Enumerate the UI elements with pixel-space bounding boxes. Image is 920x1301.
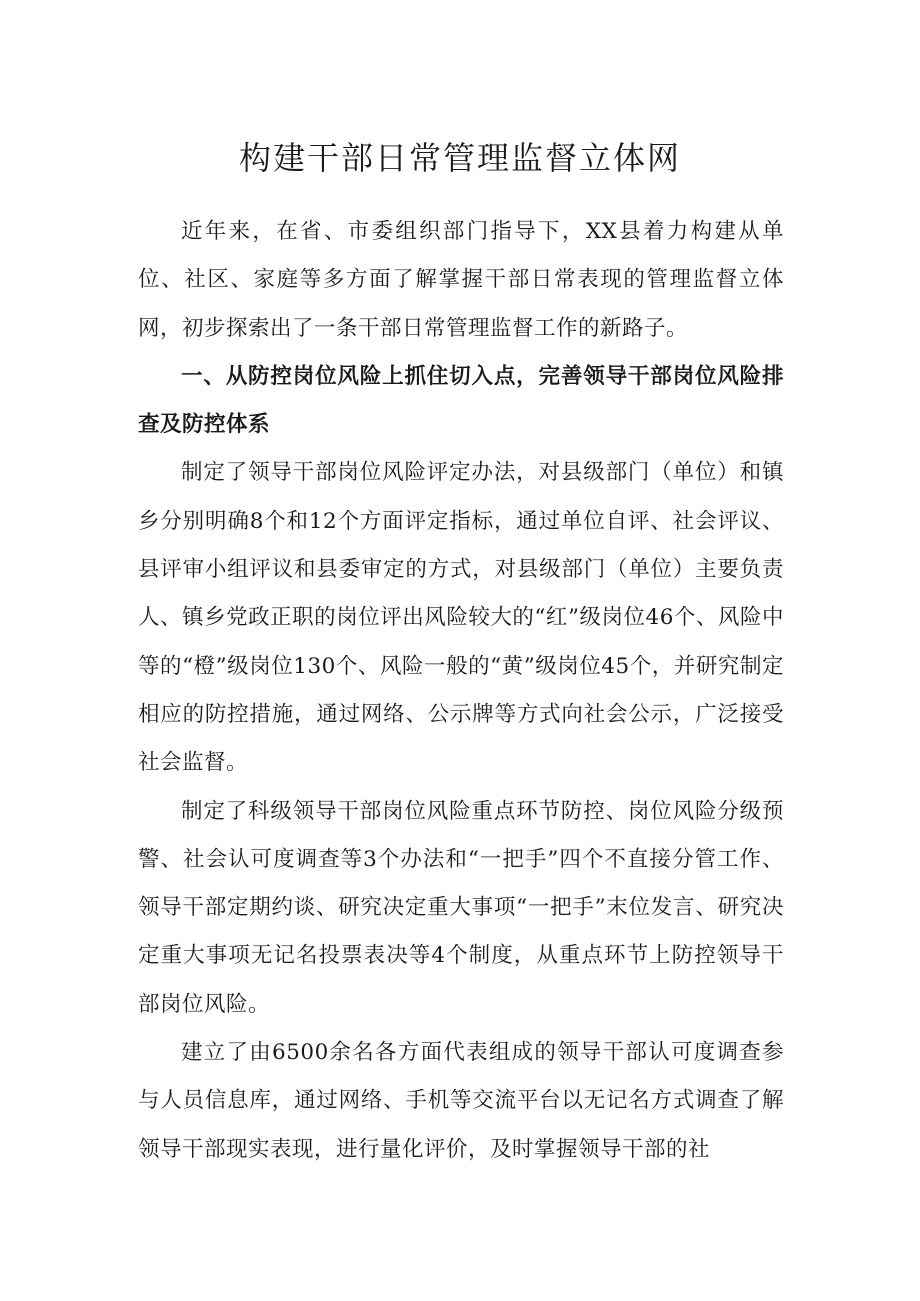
paragraph-risk-measures: 制定了科级领导干部岗位风险重点环节防控、岗位风险分级预警、社会认可度调查等3个办法和“一把手”四个不直接分管工作、领导干部定期约谈、研究决定重大事项“一把手”末位发言、研究决定重大事项无记名投票表决等4个制度，从重点环节上防控领导干部岗位风险。	[138, 798, 784, 1017]
paragraph-intro: 近年来，在省、市委组织部门指导下，XX县着力构建从单位、社区、家庭等多方面了解掌握干部日常表现的管理监督立体网，初步探索出了一条干部日常管理监督工作的新路子。	[138, 219, 784, 341]
document-body	[138, 208, 784, 1174]
paragraph-risk-assessment: 制定了领导干部岗位风险评定办法，对县级部门（单位）和镇乡分别明确8个和12个方面评定指标，通过单位自评、社会评议、县评审小组评议和县委审定的方式，对县级部门（单位）主要负责人、镇乡党政正职的岗位评出风险较大的“红”级岗位46个、风险中等的“橙”级岗位130个、风险一般的“黄”级岗位45个，并研究制定相应的防控措施，通过网络、公示牌等方式向社会公示，广泛接受社会监督。	[138, 460, 784, 776]
section-heading-1: 一、从防控岗位风险上抓住切入点，完善领导干部岗位风险排查及防控体系	[138, 363, 784, 438]
document-title: 构建干部日常管理监督立体网	[238, 139, 681, 178]
paragraph-survey-database: 建立了由6500余名各方面代表组成的领导干部认可度调查参与人员信息库，通过网络、手机等交流平台以无记名方式调查了解领导干部现实表现，进行量化评价，及时掌握领导干部的社	[138, 1040, 784, 1162]
